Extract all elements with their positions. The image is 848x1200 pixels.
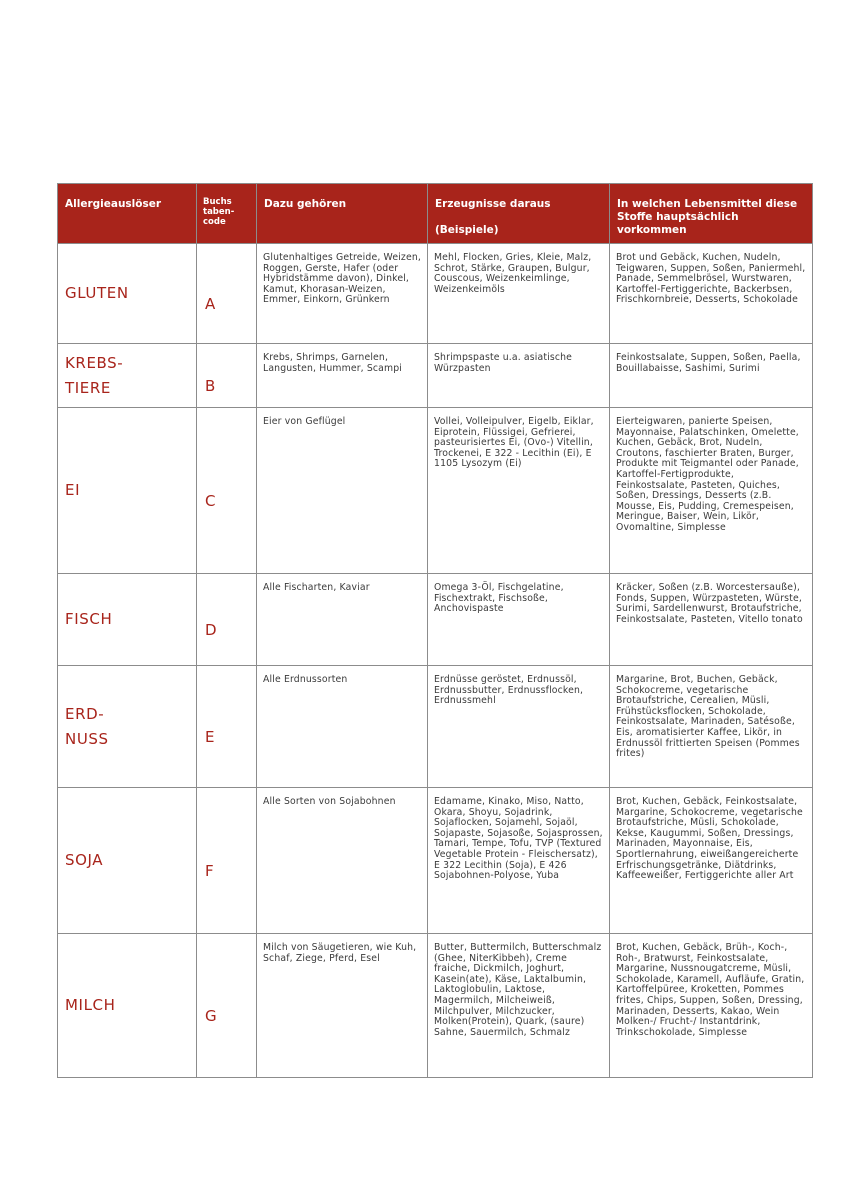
products-cell: Omega 3-Öl, Fischgelatine, Fischextrakt, Fischsoße, Anchovispaste: [428, 574, 610, 666]
foods-cell: Eierteigwaren, panierte Speisen, Mayonnaise, Palatschinken, Omelette, Kuchen, Gebäck, Brot, Nudeln, Croutons, faschierter Braten, Burger, Produkte mit Teigmantel oder Panade, Kartoffel-Fertigprodukte, Feinkostsalate, Pasteten, Quiches, Soßen, Dressings, Desserts (z.B. Mousse, Eis, Pudding, Cremespeisen, Meringue, Baiser, Wein, Likör, Ovomaltine, Simplesse: [610, 408, 813, 574]
allergen-name: [58, 666, 197, 788]
foods-cell: Feinkostsalate, Suppen, Soßen, Paella, Bouillabaisse, Sashimi, Surimi: [610, 344, 813, 408]
letter-code: F: [197, 788, 257, 934]
products-cell: Erdnüsse geröstet, Erdnussöl, Erdnussbutter, Erdnussflocken, Erdnussmehl: [428, 666, 610, 788]
allergen-name-line: TIERE: [65, 378, 111, 397]
includes-cell: Alle Fischarten, Kaviar: [257, 574, 428, 666]
includes-cell: Alle Erdnussorten: [257, 666, 428, 788]
table-row: [58, 934, 813, 1078]
table-row: [58, 344, 813, 408]
allergen-name-line: ERD-: [65, 704, 105, 723]
foods-cell: Brot, Kuchen, Gebäck, Feinkostsalate, Margarine, Schokocreme, vegetarische Brotaufstriche, Müsli, Schokolade, Kekse, Kaugummi, Soßen, Dressings, Marinaden, Mayonnaise, Eis, Sportlernahrung, eiweißangereicherte Erfrischungsgetränke, Diätdrinks, Kaffeeweißer, Fertiggerichte aller Art: [610, 788, 813, 934]
allergen-table: [57, 183, 813, 1078]
header-allergen: Allergieauslöser: [58, 184, 197, 244]
table-header-row: [58, 184, 813, 244]
table-body: [58, 244, 813, 1078]
header-foods: In welchen Lebensmittel diese Stoffe hauptsächlich vorkommen: [610, 184, 813, 244]
letter-code: D: [197, 574, 257, 666]
products-cell: Butter, Buttermilch, Butterschmalz (Ghee, NiterKibbeh), Creme fraiche, Dickmilch, Joghurt, Kasein(ate), Käse, Laktalbumin, Laktoglobulin, Laktose, Magermilch, Milcheiweiß, Milchpulver, Milchzucker, Molken(Protein), Quark, (saure) Sahne, Sauermilch, Schmalz: [428, 934, 610, 1078]
includes-cell: Eier von Geflügel: [257, 408, 428, 574]
allergen-name: [58, 344, 197, 408]
allergen-name-line: KREBS-: [65, 353, 124, 372]
products-cell: Vollei, Volleipulver, Eigelb, Eiklar, Eiprotein, Flüssigei, Gefrierei, pasteurisiertes Ei, (Ovo-) Vitellin, Trockenei, E 322 - Lecithin (Ei), E 1105 Lysozym (Ei): [428, 408, 610, 574]
allergen-name-line: MILCH: [65, 996, 116, 1014]
allergen-name: [58, 934, 197, 1078]
products-cell: Shrimpspaste u.a. asiatische Würzpasten: [428, 344, 610, 408]
foods-cell: Brot, Kuchen, Gebäck, Brüh-, Koch-, Roh-, Bratwurst, Feinkostsalate, Margarine, Nussnougatcreme, Müsli, Schokolade, Karamell, Aufläufe, Gratin, Kartoffelpüree, Kroketten, Pommes frites, Chips, Suppen, Soßen, Dressing, Marinaden, Desserts, Kakao, Wein Molken-/ Frucht-/ Instantdrink, Trinkschokolade, Simplesse: [610, 934, 813, 1078]
table-row: [58, 788, 813, 934]
allergen-name: [58, 408, 197, 574]
allergen-name-line: SOJA: [65, 851, 104, 869]
foods-cell: Brot und Gebäck, Kuchen, Nudeln, Teigwaren, Suppen, Soßen, Paniermehl, Panade, Semmelbrösel, Wurstwaren, Kartoffel-Fertiggerichte, Backerbsen, Frischkornbreie, Desserts, Schokolade: [610, 244, 813, 344]
letter-code: C: [197, 408, 257, 574]
table-row: [58, 244, 813, 344]
header-products: Erzeugnisse daraus (Beispiele): [428, 184, 610, 244]
includes-cell: Milch von Säugetieren, wie Kuh, Schaf, Ziege, Pferd, Esel: [257, 934, 428, 1078]
products-cell: Mehl, Flocken, Gries, Kleie, Malz, Schrot, Stärke, Graupen, Bulgur, Couscous, Weizenkeimlinge, Weizenkeimöls: [428, 244, 610, 344]
allergen-name-line: FISCH: [65, 610, 113, 628]
allergen-name-line: GLUTEN: [65, 284, 129, 302]
allergen-table-container: [57, 183, 812, 1078]
letter-code: B: [197, 344, 257, 408]
allergen-name: [58, 788, 197, 934]
allergen-name: [58, 244, 197, 344]
includes-cell: Glutenhaltiges Getreide, Weizen, Roggen, Gerste, Hafer (oder Hybridstämme davon), Dinkel, Kamut, Khorasan-Weizen, Emmer, Einkorn, Grünkern: [257, 244, 428, 344]
table-row: [58, 574, 813, 666]
letter-code: E: [197, 666, 257, 788]
foods-cell: Kräcker, Soßen (z.B. Worcestersauße), Fonds, Suppen, Würzpasteten, Würste, Surimi, Sardellenwurst, Brotaufstriche, Feinkostsalate, Pasteten, Vitello tonato: [610, 574, 813, 666]
letter-code: G: [197, 934, 257, 1078]
allergen-name-line: EI: [65, 481, 81, 499]
foods-cell: Margarine, Brot, Buchen, Gebäck, Schokocreme, vegetarische Brotaufstriche, Cerealien, Müsli, Frühstücksflocken, Schokolade, Feinkostsalate, Marinaden, Satésoße, Eis, aromatisierter Kaffee, Likör, in Erdnussöl frittierten Speisen (Pommes frites): [610, 666, 813, 788]
header-includes: Dazu gehören: [257, 184, 428, 244]
letter-code: A: [197, 244, 257, 344]
allergen-name-line: NUSS: [65, 729, 109, 748]
header-letter-code: Buchs taben- code: [197, 184, 257, 244]
products-cell: Edamame, Kinako, Miso, Natto, Okara, Shoyu, Sojadrink, Sojaflocken, Sojamehl, Sojaöl, Sojapaste, Sojasoße, Sojasprossen, Tamari, Tempe, Tofu, TVP (Textured Vegetable Protein - Fleischersatz), E 322 Lecithin (Soja), E 426 Sojabohnen-Polyose, Yuba: [428, 788, 610, 934]
includes-cell: Alle Sorten von Sojabohnen: [257, 788, 428, 934]
allergen-name: [58, 574, 197, 666]
table-row: [58, 408, 813, 574]
includes-cell: Krebs, Shrimps, Garnelen, Langusten, Hummer, Scampi: [257, 344, 428, 408]
table-row: [58, 666, 813, 788]
